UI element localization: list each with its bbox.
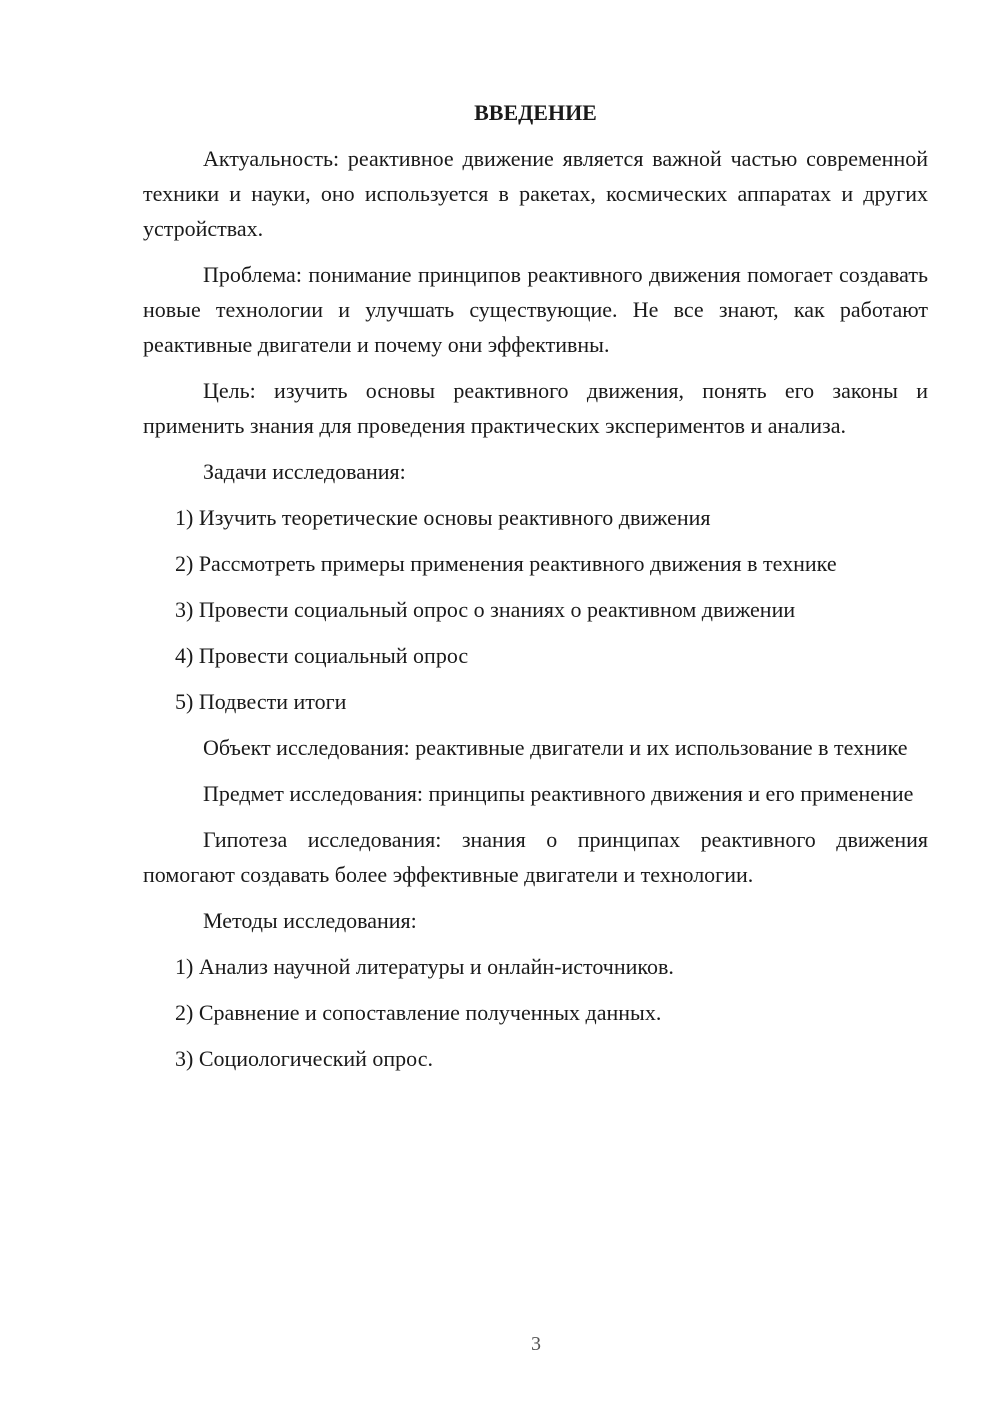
object-paragraph: Объект исследования: реактивные двигатели и их использование в технике	[203, 735, 908, 760]
method-item: 3) Социологический опрос.	[175, 1046, 433, 1071]
hypothesis-paragraph: Гипотеза исследования: знания о принципах реактивного движения помогают создавать более эффективные двигатели и технологии.	[143, 827, 928, 887]
methods-list	[143, 949, 928, 1076]
task-item: 4) Провести социальный опрос	[175, 643, 469, 668]
tasks-heading: Задачи исследования:	[203, 459, 406, 484]
method-item: 2) Сравнение и сопоставление полученных данных.	[175, 1000, 662, 1025]
task-item: 2) Рассмотреть примеры применения реактивного движения в технике	[175, 551, 837, 576]
subject-paragraph: Предмет исследования: принципы реактивного движения и его применение	[203, 781, 914, 806]
page-content	[143, 95, 928, 1087]
task-item: 1) Изучить теоретические основы реактивного движения	[175, 505, 711, 530]
goal-paragraph: Цель: изучить основы реактивного движения, понять его законы и применить знания для проведения практических экспериментов и анализа.	[143, 378, 928, 438]
methods-heading: Методы исследования:	[203, 908, 417, 933]
page-title: ВВЕДЕНИЕ	[474, 100, 597, 125]
relevance-paragraph: Актуальность: реактивное движение является важной частью современной техники и науки, оно используется в ракетах, космических аппаратах и других устройствах.	[143, 146, 928, 241]
problem-paragraph: Проблема: понимание принципов реактивного движения помогает создавать новые технологии и улучшать существующие. Не все знают, как работают реактивные двигатели и почему они эффективны.	[143, 262, 928, 357]
task-item: 3) Провести социальный опрос о знаниях о реактивном движении	[175, 597, 796, 622]
tasks-list	[143, 500, 928, 719]
method-item: 1) Анализ научной литературы и онлайн-источников.	[175, 954, 674, 979]
task-item: 5) Подвести итоги	[175, 689, 347, 714]
page-number: 3	[531, 1333, 541, 1355]
